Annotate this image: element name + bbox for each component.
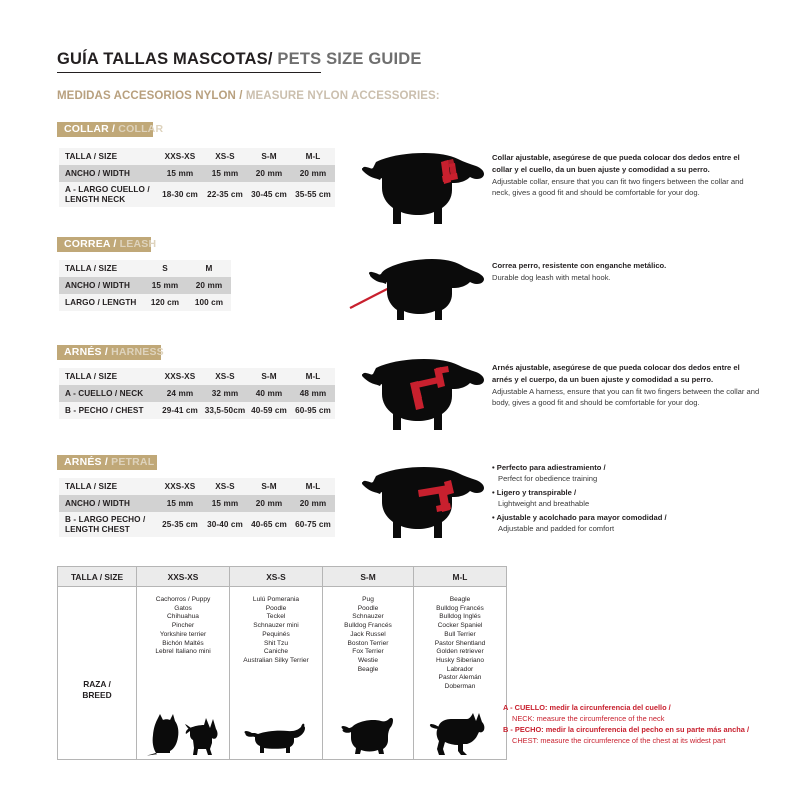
- list-item: [492, 487, 760, 510]
- collar-th-3: S-M: [247, 148, 291, 165]
- legend-neck-en: NECK: measure the circumference of the neck: [512, 714, 665, 724]
- breed-cell-m-l: [414, 587, 506, 759]
- list-item: Cocker Spaniel: [437, 622, 483, 630]
- list-item: Jack Russel: [350, 630, 386, 638]
- breed-list-xxs-xs: [137, 587, 229, 657]
- table-row: [59, 260, 231, 277]
- petral-r0-v1: 15 mm: [203, 495, 247, 512]
- chihuahua-icon: [184, 716, 220, 756]
- collar-th-0: TALLA / SIZE: [59, 148, 157, 165]
- harness-r1-v3: 60-95 cm: [291, 402, 335, 419]
- table-row: [59, 402, 335, 419]
- list-item: Boston Terrier: [347, 639, 389, 647]
- harness-r1-v1: 33,5-50cm: [203, 402, 247, 419]
- legend-neck-es: A - CUELLO: medir la circunferencia del cuello /: [503, 703, 671, 712]
- list-item: Shit Tzu: [263, 639, 289, 647]
- leash-th-0: TALLA / SIZE: [59, 260, 143, 277]
- leash-r1-v0: 120 cm: [143, 294, 187, 311]
- list-item: Chihuahua: [167, 613, 199, 621]
- petral-bullet-0-en: Perfect for obedience training: [498, 474, 598, 484]
- petral-th-1: XXS-XS: [157, 478, 203, 495]
- badge-harness-en: HARNESS: [108, 346, 164, 358]
- breed-th-1: XXS-XS: [137, 567, 230, 586]
- collar-size-table: [59, 148, 335, 207]
- harness-th-0: TALLA / SIZE: [59, 368, 157, 385]
- collar-th-2: XS-S: [203, 148, 247, 165]
- leash-r1-v1: 100 cm: [187, 294, 231, 311]
- dog-illustration-leash: [348, 248, 488, 320]
- petral-r1-v2: 40-65 cm: [247, 512, 291, 537]
- collar-r1-v0: 18-30 cm: [157, 182, 203, 207]
- petral-th-2: XS-S: [203, 478, 247, 495]
- dog-illustration-petral: [358, 460, 488, 550]
- title-underline: [57, 72, 321, 73]
- badge-leash-es: CORREA /: [64, 238, 117, 250]
- petral-bullet-1-es: • Ligero y transpirable /: [492, 487, 577, 497]
- list-item: Pastor Alemán: [438, 674, 482, 682]
- collar-r1-v2: 30-45 cm: [247, 182, 291, 207]
- collar-r1-label-l1: A - LARGO CUELLO /: [65, 185, 150, 195]
- petral-bullet-list: [492, 462, 760, 536]
- list-item: Teckel: [266, 613, 286, 621]
- leash-description: [492, 260, 760, 284]
- collar-th-1: XXS-XS: [157, 148, 203, 165]
- list-item: Caniche: [263, 648, 289, 656]
- collar-r0-label: ANCHO / WIDTH: [59, 165, 157, 182]
- leash-r0-v0: 15 mm: [143, 277, 187, 294]
- list-item: Fox Terrier: [352, 648, 384, 656]
- petral-r0-label: ANCHO / WIDTH: [59, 495, 157, 512]
- table-row: [59, 478, 335, 495]
- table-row: [59, 182, 335, 207]
- harness-th-4: M-L: [291, 368, 335, 385]
- collar-r1-v1: 22-35 cm: [203, 182, 247, 207]
- section-badge-collar: [57, 122, 164, 137]
- petral-bullet-0-es: • Perfecto para adiestramiento /: [492, 463, 606, 472]
- badge-collar-es: COLLAR /: [64, 123, 116, 135]
- doberman-icon: [429, 711, 491, 757]
- list-item: Labrador: [446, 665, 474, 673]
- table-row: [59, 512, 335, 537]
- badge-petral-es: ARNÉS /: [64, 456, 108, 468]
- petral-r1-label-l2: LENGTH CHEST: [65, 524, 130, 534]
- list-item: Lulú Pomerania: [252, 596, 300, 603]
- harness-r0-v1: 32 mm: [203, 385, 247, 402]
- collar-desc-es: Collar ajustable, asegúrese de que pueda colocar dos dedos entre el collar y el cuello, da un buen ajuste y comodidad a su perro.: [492, 153, 740, 174]
- breed-row-label-cell: [58, 587, 137, 759]
- list-item: Lebrel Italiano mini: [155, 648, 211, 656]
- collar-r0-v3: 20 mm: [291, 165, 335, 182]
- list-item: Bichón Maltés: [162, 639, 204, 647]
- petral-th-0: TALLA / SIZE: [59, 478, 157, 495]
- list-item: Beagle: [357, 665, 379, 673]
- breed-th-2: XS-S: [230, 567, 323, 586]
- petral-th-4: M-L: [291, 478, 335, 495]
- list-item: Beagle: [449, 596, 471, 603]
- list-item: [492, 512, 760, 535]
- leash-r0-v1: 20 mm: [187, 277, 231, 294]
- harness-th-2: XS-S: [203, 368, 247, 385]
- list-item: Yorkshire terrier: [159, 630, 207, 638]
- page-subtitle-en: MEASURE NYLON ACCESSORIES:: [242, 90, 440, 102]
- breed-list-xs-s: [230, 587, 322, 666]
- breed-table-header-row: [58, 567, 506, 587]
- harness-desc-es: Arnés ajustable, asegúrese de que pueda colocar dos dedos entre el arnés y el cuerpo, da un buen ajuste y comodidad a su perro.: [492, 363, 740, 384]
- legend-chest-es: B - PECHO: medir la circunferencia del pecho en su parte más ancha /: [503, 725, 750, 735]
- table-row: [59, 385, 335, 402]
- page-subtitle-es: MEDIDAS ACCESORIOS NYLON /: [57, 90, 243, 102]
- petral-r1-label-l1: B - LARGO PECHO /: [65, 515, 146, 525]
- dachshund-icon: [244, 722, 308, 756]
- collar-r0-v2: 20 mm: [247, 165, 291, 182]
- section-badge-petral: [57, 455, 157, 470]
- petral-r1-v0: 25-35 cm: [157, 512, 203, 537]
- list-item: Bulldog Inglés: [439, 613, 481, 621]
- breed-cell-xxs-xs: [137, 587, 230, 759]
- list-item: Schnauzer mini: [253, 622, 299, 630]
- harness-desc-en: Adjustable A harness, ensure that you can fit two fingers between the collar and body, gives a good fit and should be comfortable for your dog.: [492, 386, 760, 408]
- petral-r1-label: [59, 512, 157, 537]
- page-title-es: GUÍA TALLAS MASCOTAS/: [57, 50, 273, 68]
- leash-r0-label: ANCHO / WIDTH: [59, 277, 143, 294]
- petral-r1-v3: 60-75 cm: [291, 512, 335, 537]
- harness-r0-v0: 24 mm: [157, 385, 203, 402]
- harness-th-3: S-M: [247, 368, 291, 385]
- list-item: Australian Silky Terrier: [243, 656, 309, 664]
- page-subtitle: [57, 90, 440, 102]
- list-item: Doberman: [444, 683, 476, 691]
- harness-size-table: [59, 368, 335, 419]
- breed-row-label-l1: RAZA /: [83, 679, 111, 689]
- list-item: Cachorros / Puppy: [155, 596, 211, 603]
- schnauzer-illustration: [323, 704, 413, 756]
- table-row: [59, 495, 335, 512]
- doberman-illustration: [414, 705, 506, 757]
- breed-size-table: [57, 566, 507, 760]
- collar-r0-v0: 15 mm: [157, 165, 203, 182]
- table-row: [59, 277, 231, 294]
- collar-desc-en: Adjustable collar, ensure that you can fit two fingers between the collar and neck, gives a good fit and should be comfortable for your dog.: [492, 176, 744, 198]
- petral-size-table: [59, 478, 335, 537]
- list-item: Bull Terrier: [444, 630, 476, 638]
- harness-r1-v2: 40-59 cm: [247, 402, 291, 419]
- breed-list-m-l: [414, 587, 506, 692]
- page-title: [57, 50, 422, 69]
- table-row: [59, 165, 335, 182]
- dachshund-illustration: [230, 704, 322, 756]
- list-item: Westie: [357, 656, 379, 664]
- list-item: Pincher: [171, 622, 195, 630]
- badge-collar-en: COLLAR: [115, 123, 164, 135]
- badge-petral-en: PETRAL: [108, 456, 155, 468]
- list-item: Pug: [362, 596, 374, 603]
- list-item: [492, 462, 760, 485]
- breed-cell-s-m: [323, 587, 414, 759]
- dog-illustration-collar: [358, 146, 488, 232]
- leash-th-2: M: [187, 260, 231, 277]
- list-item: Pastor Shentland: [434, 639, 486, 647]
- harness-r0-v2: 40 mm: [247, 385, 291, 402]
- breed-th-4: M-L: [452, 572, 468, 582]
- breed-row-label-l2: BREED: [82, 689, 112, 700]
- petral-r0-v2: 20 mm: [247, 495, 291, 512]
- legend-chest-en: CHEST: measure the circumference of the chest at its widest part: [512, 736, 726, 746]
- breed-row-label: [58, 679, 136, 700]
- dog-illustration-harness: [358, 352, 488, 442]
- list-item: Poodle: [265, 604, 287, 612]
- schnauzer-icon: [340, 714, 396, 756]
- cat-icon: [147, 712, 181, 756]
- table-row: [59, 368, 335, 385]
- leash-r1-label: LARGO / LENGTH: [59, 294, 143, 311]
- leash-th-1: S: [143, 260, 187, 277]
- petral-r0-v0: 15 mm: [157, 495, 203, 512]
- badge-leash-en: LEASH: [116, 238, 157, 250]
- table-row: [59, 148, 335, 165]
- list-item: Husky Siberiano: [435, 656, 484, 664]
- petral-th-3: S-M: [247, 478, 291, 495]
- list-item: Gatos: [174, 604, 192, 612]
- harness-r0-label: A - CUELLO / NECK: [59, 385, 157, 402]
- collar-th-4: M-L: [291, 148, 335, 165]
- measurement-legend: [503, 702, 783, 746]
- petral-r1-v1: 30-40 cm: [203, 512, 247, 537]
- list-item: Golden retriever: [436, 648, 484, 656]
- leash-desc-en: Durable dog leash with metal hook.: [492, 272, 611, 282]
- collar-r0-v1: 15 mm: [203, 165, 247, 182]
- list-item: Poodle: [357, 604, 379, 612]
- petral-bullet-2-es: • Ajustable y acolchado para mayor comodidad /: [492, 512, 667, 522]
- collar-description: [492, 152, 760, 199]
- petral-r0-v3: 20 mm: [291, 495, 335, 512]
- leash-desc-es: Correa perro, resistente con enganche metálico.: [492, 261, 667, 270]
- breed-th-0: TALLA / SIZE: [58, 567, 137, 586]
- breed-list-s-m: [323, 587, 413, 674]
- leash-size-table: [59, 260, 231, 311]
- breed-th-3: S-M: [323, 567, 414, 586]
- list-item: Schnauzer: [352, 613, 384, 621]
- list-item: Bulldog Francés: [344, 622, 392, 630]
- breed-table-body: [58, 587, 506, 759]
- collar-r1-label: [59, 182, 157, 207]
- harness-th-1: XXS-XS: [157, 368, 203, 385]
- petral-bullet-1-en: Lightweight and breathable: [498, 499, 590, 509]
- harness-description: [492, 362, 760, 409]
- list-item: Bulldog Francés: [436, 604, 484, 612]
- cat-and-chihuahua-illustration: [137, 704, 229, 756]
- table-row: [59, 294, 231, 311]
- section-badge-harness: [57, 345, 164, 360]
- harness-r0-v3: 48 mm: [291, 385, 335, 402]
- breed-cell-xs-s: [230, 587, 323, 759]
- list-item: Pequinés: [262, 630, 290, 638]
- harness-r1-label: B - PECHO / CHEST: [59, 402, 157, 419]
- badge-harness-es: ARNÉS /: [64, 346, 108, 358]
- harness-r1-v0: 29-41 cm: [157, 402, 203, 419]
- section-badge-leash: [57, 237, 157, 252]
- collar-r1-label-l2: LENGTH NECK: [65, 194, 126, 204]
- page-title-en: PETS SIZE GUIDE: [272, 50, 422, 68]
- petral-bullet-2-en: Adjustable and padded for comfort: [498, 523, 615, 533]
- collar-r1-v3: 35-55 cm: [291, 182, 335, 207]
